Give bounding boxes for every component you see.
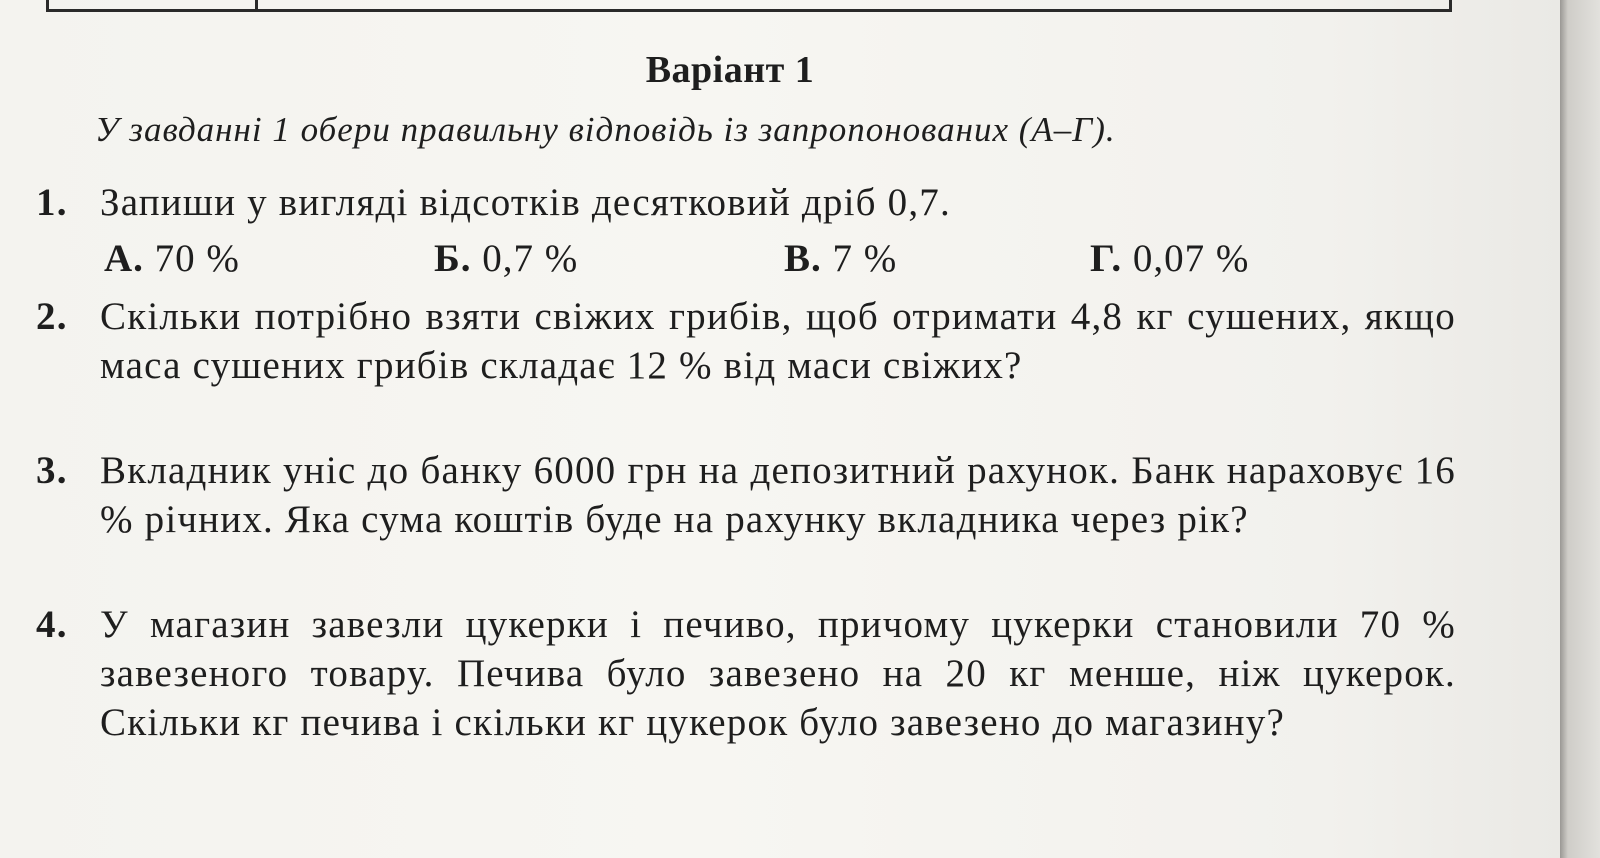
table-divider bbox=[255, 0, 258, 9]
option-letter: Г. bbox=[1090, 237, 1123, 280]
page-edge-shadow bbox=[1560, 0, 1600, 858]
option-value: 0,07 % bbox=[1132, 237, 1250, 280]
option-value: 0,7 % bbox=[482, 237, 579, 280]
option-c bbox=[784, 236, 897, 281]
task-2 bbox=[36, 292, 1456, 390]
task-text: Скільки потрібно взяти свіжих грибів, щоб отримати 4,8 кг сушених, якщо маса сушених грибів складає 12 % від маси свіжих? bbox=[100, 295, 1456, 387]
instruction-text: У завданні 1 обери правильну відповідь із запропонованих (А–Г). bbox=[95, 110, 1116, 149]
option-a bbox=[104, 236, 240, 281]
option-letter: А. bbox=[104, 237, 144, 280]
task-number: 3. bbox=[36, 449, 68, 492]
task-1 bbox=[36, 178, 1456, 227]
task-number: 1. bbox=[36, 181, 68, 224]
option-d bbox=[1090, 236, 1249, 281]
answer-options bbox=[100, 236, 1400, 286]
variant-title: Варіант 1 bbox=[645, 49, 815, 91]
task-3 bbox=[36, 446, 1456, 544]
task-text: Запиши у вигляді відсотків десятковий дріб 0,7. bbox=[100, 181, 951, 224]
option-value: 70 % bbox=[154, 237, 240, 280]
option-letter: В. bbox=[784, 237, 822, 280]
task-text: Вкладник уніс до банку 6000 грн на депозитний рахунок. Банк нараховує 16 % річних. Яка сума коштів буде на рахунку вкладника через рік? bbox=[100, 449, 1456, 541]
option-b bbox=[434, 236, 578, 281]
option-value: 7 % bbox=[832, 237, 898, 280]
task-number: 4. bbox=[36, 603, 68, 646]
header-table-fragment bbox=[46, 0, 1452, 12]
task-number: 2. bbox=[36, 295, 68, 338]
task-text: У магазин завезли цукерки і печиво, причому цукерки становили 70 % завезеного товару. Печива було завезено на 20 кг менше, ніж цукерок. Скільки кг печива і скільки кг цукерок було завезено до магазину? bbox=[100, 603, 1456, 744]
task-4 bbox=[36, 600, 1456, 747]
option-letter: Б. bbox=[434, 237, 472, 280]
